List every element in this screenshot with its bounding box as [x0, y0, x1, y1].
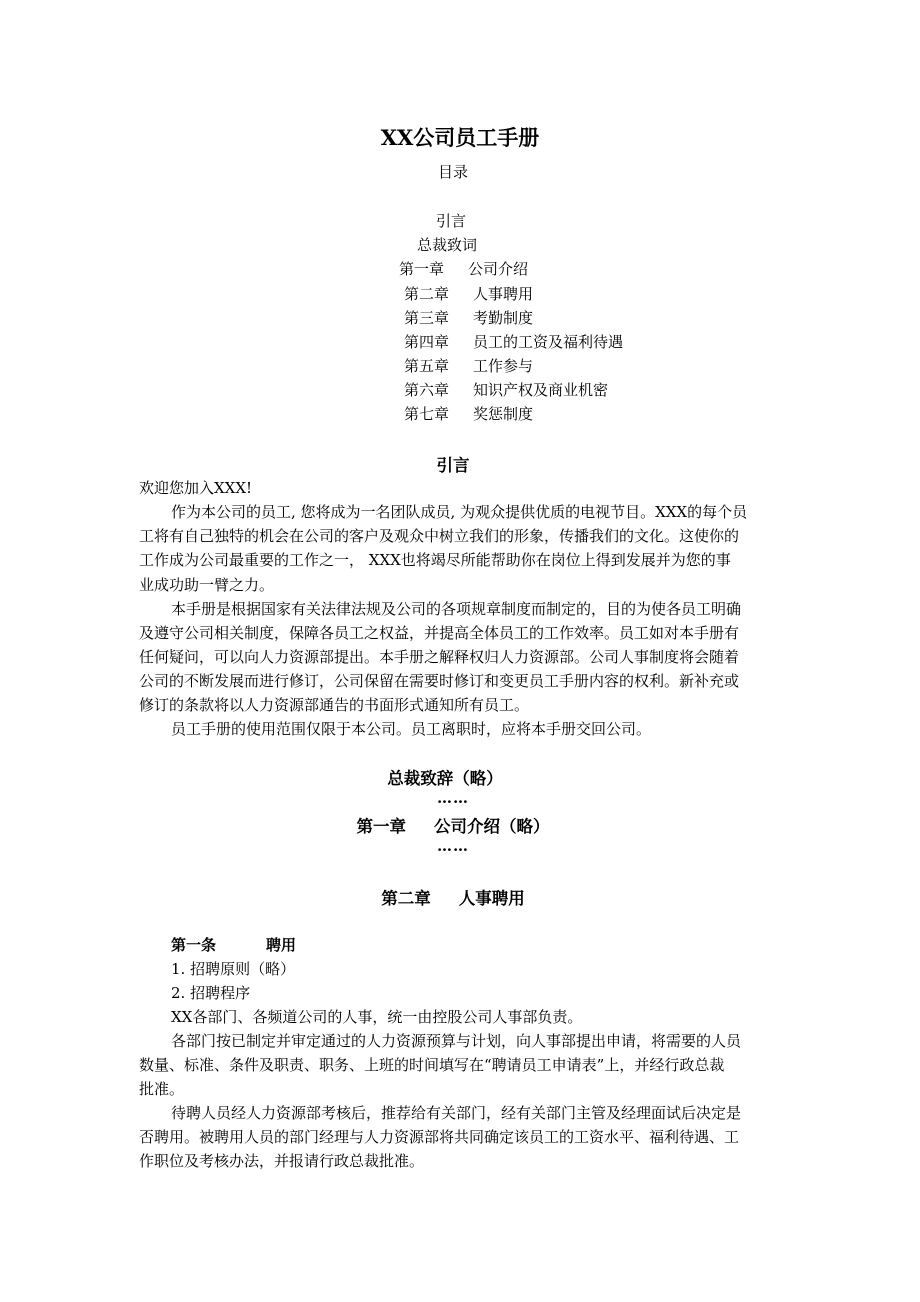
toc-item-num: 第六章 — [404, 381, 450, 399]
toc-item-label: 人事聘用 — [473, 285, 534, 303]
intro-line: 及遵守公司相关制度，保障各员工之权益，并提高全体员工的工作效率。员工如对本手册有 — [139, 624, 740, 642]
intro-line: 作为本公司的员工, 您将成为一名团队成员, 为观众提供优质的电视节目。XXX的每个员 — [171, 503, 748, 521]
chapter-2-num: 第二章 — [381, 889, 431, 908]
toc-item-label: 总裁致词 — [417, 236, 478, 254]
intro-line: 公司的不断发展而进行修订，公司保留在需要时修订和变更员工手册内容的权利。新补充或 — [139, 672, 740, 690]
toc-item-num: 第三章 — [404, 309, 450, 327]
toc-heading: 目录 — [437, 163, 468, 181]
chapter-1-label: 公司介绍（略） — [434, 817, 550, 836]
article-1-heading — [171, 934, 296, 955]
toc-item-chapter-7[interactable] — [404, 403, 533, 424]
toc-item-chapter-2[interactable] — [404, 283, 533, 304]
toc-item-label: 工作参与 — [473, 357, 534, 375]
president-heading: 总裁致辞（略） — [387, 769, 503, 788]
intro-line: 工作成为公司最重要的工作之一， XXX也将竭尽所能帮助你在岗位上得到发展并为您的事 — [139, 551, 731, 569]
intro-line: 修订的条款将以人力资源部通告的书面形式通知所有员工。 — [139, 696, 530, 714]
toc-item-intro[interactable] — [436, 210, 466, 231]
chapter-2-heading — [0, 885, 906, 909]
president-ellipsis: …… — [437, 789, 469, 807]
toc-item-label: 员工的工资及福利待遇 — [473, 333, 624, 351]
intro-line: 欢迎您加入XXX! — [139, 479, 253, 497]
intro-line: 任何疑问，可以向人力资源部提出。本手册之解释权归人力资源部。公司人事制度将会随着 — [139, 648, 740, 666]
chapter-2-line: 2. 招聘程序 — [171, 984, 251, 1002]
chapter-2-line: 批准。 — [139, 1080, 185, 1098]
toc-item-num: 第四章 — [404, 333, 450, 351]
toc-item-num: 第一章 — [399, 260, 445, 278]
toc-item-label: 公司介绍 — [468, 260, 529, 278]
chapter-1-num: 第一章 — [356, 817, 406, 836]
toc-item-num: 第七章 — [404, 405, 450, 423]
intro-line: 工将有自己独特的机会在公司的客户及观众中树立我们的形象，传播我们的文化。这使你的 — [139, 527, 740, 545]
chapter-2-line: 1. 招聘原则（略） — [171, 960, 296, 978]
intro-line: 员工手册的使用范围仅限于本公司。员工离职时，应将本手册交回公司。 — [171, 720, 652, 738]
intro-line: 本手册是根据国家有关法律法规及公司的各项规章制度而制定的，目的为使各员工明确 — [171, 600, 742, 618]
chapter-2-line: 作职位及考核办法，并报请行政总裁批准。 — [139, 1152, 425, 1170]
toc-item-label: 引言 — [436, 212, 467, 230]
toc-item-label: 奖惩制度 — [473, 405, 534, 423]
intro-line: 业成功助一臂之力。 — [139, 576, 275, 594]
toc-item-chapter-3[interactable] — [404, 307, 533, 328]
chapter-1-heading — [0, 813, 906, 837]
chapter-2-line: XX各部门、各频道公司的人事，统一由控股公司人事部负责。 — [171, 1008, 583, 1026]
chapter-2-label: 人事聘用 — [458, 889, 525, 908]
toc-item-label: 考勤制度 — [473, 309, 534, 327]
toc-item-chapter-4[interactable] — [404, 331, 623, 352]
article-1-num: 第一条 — [171, 936, 217, 954]
chapter-2-line: 待聘人员经人力资源部考核后，推荐给有关部门，经有关部门主管及经理面试后决定是 — [171, 1104, 742, 1122]
chapter-2-line: 否聘用。被聘用人员的部门经理与人力资源部将共同确定该员工的工资水平、福利待遇、工 — [139, 1128, 740, 1146]
toc-item-num: 第五章 — [404, 357, 450, 375]
toc-item-chapter-1[interactable] — [399, 258, 528, 279]
toc-item-chapter-5[interactable] — [404, 355, 533, 376]
chapter-2-line: 各部门按已制定并审定通过的人力资源预算与计划，向人事部提出申请，将需要的人员 — [171, 1032, 742, 1050]
chapter-2-line: 数量、标准、条件及职责、职务、上班的时间填写在“聘请员工申请表”上，并经行政总裁 — [139, 1056, 725, 1074]
toc-item-num: 第二章 — [404, 285, 450, 303]
chapter-1-ellipsis: …… — [437, 837, 469, 855]
article-1-label: 聘用 — [266, 936, 297, 954]
intro-heading: 引言 — [436, 456, 470, 475]
toc-item-label: 知识产权及商业机密 — [473, 381, 609, 399]
document-title: XX公司员工手册 — [380, 125, 540, 150]
toc-item-chapter-6[interactable] — [404, 379, 608, 400]
toc-item-president[interactable] — [417, 234, 477, 255]
